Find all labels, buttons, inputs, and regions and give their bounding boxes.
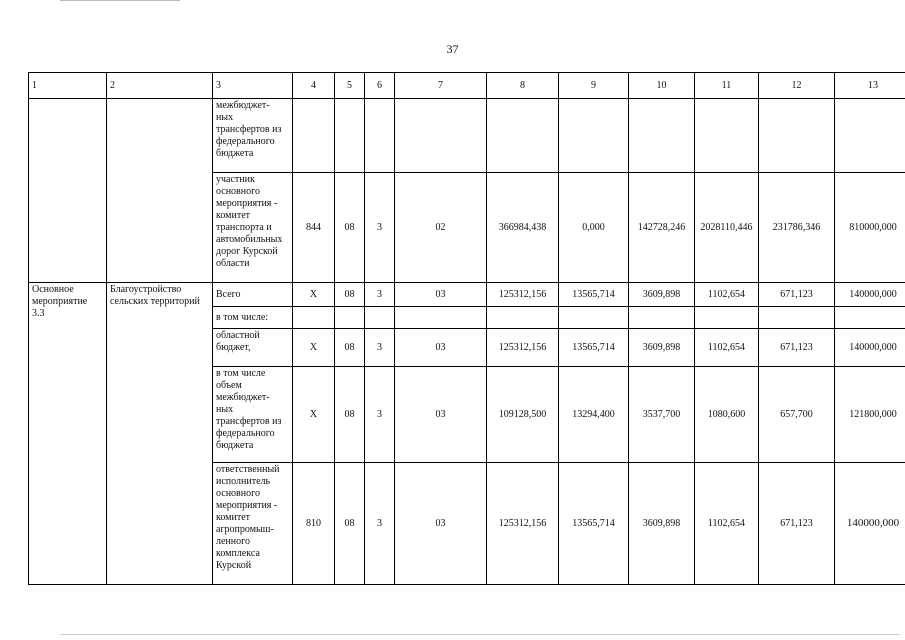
value-cell: 844 <box>293 173 335 283</box>
header-cell: 1 <box>29 73 107 99</box>
source-cell <box>213 329 293 367</box>
value-cell <box>487 307 559 329</box>
value-cell: 0,000 <box>559 173 629 283</box>
value-cell: 3 <box>365 173 395 283</box>
value-cell: 3609,898 <box>629 283 695 307</box>
value-cell: 109128,500 <box>487 367 559 463</box>
value-cell <box>629 307 695 329</box>
source-cell <box>213 283 293 307</box>
value-cell: 3 <box>365 463 395 585</box>
header-cell: 12 <box>759 73 835 99</box>
value-cell: 3609,898 <box>629 329 695 367</box>
value-cell: 03 <box>395 463 487 585</box>
header-cell: 11 <box>695 73 759 99</box>
value-cell <box>695 307 759 329</box>
value-cell: 1102,654 <box>695 283 759 307</box>
table-row <box>29 283 905 307</box>
source-text: в том числе объем межбюджет- ных трансфертов из федерального бюджета <box>216 368 282 451</box>
value-cell: 121800,000 <box>835 367 905 463</box>
header-cell: 9 <box>559 73 629 99</box>
value-cell: 03 <box>395 329 487 367</box>
value-cell <box>559 307 629 329</box>
table-row <box>29 99 905 173</box>
value-cell <box>335 99 365 173</box>
event-title-cell <box>107 283 213 585</box>
value-cell: 13565,714 <box>559 329 629 367</box>
value-cell: 08 <box>335 367 365 463</box>
value-cell <box>695 99 759 173</box>
value-cell <box>559 99 629 173</box>
event-name-cell <box>29 283 107 585</box>
value-cell: 366984,438 <box>487 173 559 283</box>
event-name-cell <box>29 99 107 283</box>
value-cell: 140000,000 <box>835 463 905 585</box>
value-cell: 13294,400 <box>559 367 629 463</box>
scan-edge-bottom <box>60 634 900 635</box>
value-cell: 3 <box>365 329 395 367</box>
value-cell: 03 <box>395 367 487 463</box>
source-text: ответственный исполнитель основного мероприятия - комитет агропромыш- ленного комплекса Курской <box>216 464 280 571</box>
value-cell: 13565,714 <box>559 463 629 585</box>
value-cell <box>629 99 695 173</box>
value-cell: 13565,714 <box>559 283 629 307</box>
page-number: 37 <box>446 42 459 56</box>
value-cell: 671,123 <box>759 283 835 307</box>
value-cell: 810000,000 <box>835 173 905 283</box>
value-cell: 1102,654 <box>695 329 759 367</box>
table-header-row <box>29 73 905 99</box>
source-cell <box>213 367 293 463</box>
value-cell <box>395 307 487 329</box>
source-cell <box>213 307 293 329</box>
value-cell: 140000,000 <box>835 329 905 367</box>
header-cell: 2 <box>107 73 213 99</box>
value-cell <box>365 307 395 329</box>
header-cell: 5 <box>335 73 365 99</box>
value-cell: 1102,654 <box>695 463 759 585</box>
value-cell: 1080,600 <box>695 367 759 463</box>
value-cell <box>759 99 835 173</box>
source-text: областной бюджет, <box>216 330 260 353</box>
value-cell: 231786,346 <box>759 173 835 283</box>
source-cell <box>213 463 293 585</box>
header-cell: 6 <box>365 73 395 99</box>
value-cell: 03 <box>395 283 487 307</box>
source-text: участник основного мероприятия - комитет транспорта и автомобильных дорог Курской области <box>216 174 283 269</box>
value-cell <box>759 307 835 329</box>
source-cell <box>213 173 293 283</box>
value-cell: 125312,156 <box>487 463 559 585</box>
header-cell: 8 <box>487 73 559 99</box>
value-cell <box>293 99 335 173</box>
header-cell: 10 <box>629 73 695 99</box>
header-cell: 13 <box>835 73 905 99</box>
value-cell: 671,123 <box>759 329 835 367</box>
value-cell: 3537,700 <box>629 367 695 463</box>
source-text: в том числе: <box>216 311 269 323</box>
header-cell: 3 <box>213 73 293 99</box>
value-cell: 08 <box>335 173 365 283</box>
value-cell <box>293 307 335 329</box>
value-cell: X <box>293 367 335 463</box>
value-cell: 2028110,446 <box>695 173 759 283</box>
event-title-text: Благоустройство сельских территорий <box>110 284 200 307</box>
source-text: Всего <box>216 288 241 300</box>
budget-table <box>28 72 905 585</box>
value-cell: 657,700 <box>759 367 835 463</box>
value-cell: 02 <box>395 173 487 283</box>
value-cell: X <box>293 283 335 307</box>
value-cell: 08 <box>335 463 365 585</box>
value-cell <box>487 99 559 173</box>
value-cell: 125312,156 <box>487 329 559 367</box>
value-cell <box>335 307 365 329</box>
value-cell: 140000,000 <box>835 283 905 307</box>
header-cell: 4 <box>293 73 335 99</box>
value-cell: 08 <box>335 329 365 367</box>
value-cell: 671,123 <box>759 463 835 585</box>
event-name-text: Основное мероприятие 3.3 <box>32 284 88 319</box>
source-cell <box>213 99 293 173</box>
value-cell: 3 <box>365 367 395 463</box>
value-cell <box>835 307 905 329</box>
value-cell: 08 <box>335 283 365 307</box>
value-cell <box>365 99 395 173</box>
value-cell <box>395 99 487 173</box>
value-cell: 125312,156 <box>487 283 559 307</box>
value-cell: X <box>293 329 335 367</box>
scan-edge-top <box>60 0 180 1</box>
value-cell: 810 <box>293 463 335 585</box>
value-cell <box>835 99 905 173</box>
value-cell: 3609,898 <box>629 463 695 585</box>
event-title-cell <box>107 99 213 283</box>
value-cell: 142728,246 <box>629 173 695 283</box>
value-cell: 3 <box>365 283 395 307</box>
source-text: межбюджет- ных трансфертов из федерального бюджета <box>216 100 282 159</box>
header-cell: 7 <box>395 73 487 99</box>
